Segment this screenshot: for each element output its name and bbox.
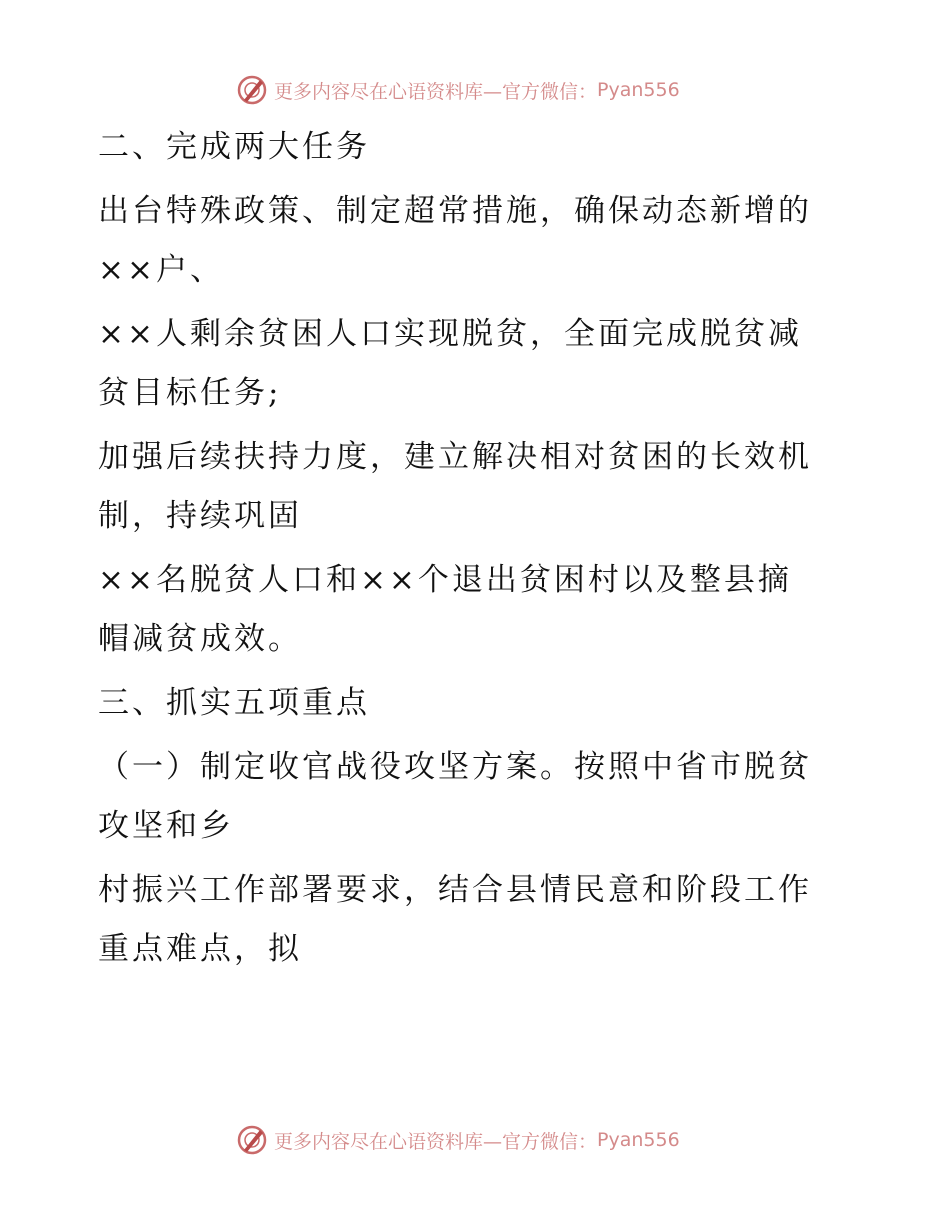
text-line: 攻坚和乡 — [98, 808, 234, 844]
text-line: 村振兴工作部署要求，结合县情民意和阶段工作 — [98, 872, 812, 908]
text-line: （一）制定收官战役攻坚方案。按照中省市脱贫 — [98, 749, 812, 785]
text-line: 帽减贫成效。 — [98, 621, 302, 657]
paragraph-poverty-exit — [98, 305, 838, 423]
paragraph-rural-revitalization — [98, 861, 838, 979]
watermark-wechat-id: Pyan556 — [597, 79, 680, 101]
text-line: 重点难点，拟 — [98, 931, 302, 967]
paragraph-consolidate-results — [98, 551, 838, 669]
text-line: 三、抓实五项重点 — [98, 685, 370, 721]
watermark-footer — [236, 1124, 680, 1156]
text-line: 贫目标任务; — [98, 375, 282, 411]
paragraph-item-one — [98, 738, 838, 856]
paragraph-policy-measures — [98, 182, 838, 300]
text-line: ××名脱贫人口和××个退出贫困村以及整县摘 — [98, 562, 792, 598]
paragraph-section-three-heading — [98, 674, 838, 733]
text-line: 制，持续巩固 — [98, 498, 302, 534]
pen-logo-icon — [236, 1124, 268, 1156]
text-line: 二、完成两大任务 — [98, 129, 370, 165]
text-line: 出台特殊政策、制定超常措施，确保动态新增的 — [98, 193, 812, 229]
watermark-text: 更多内容尽在心语资料库—官方微信： — [274, 1130, 598, 1153]
document-body — [98, 118, 838, 984]
text-line: ××人剩余贫困人口实现脱贫，全面完成脱贫减 — [98, 316, 802, 352]
watermark-wechat-id: Pyan556 — [597, 1129, 680, 1151]
text-line: 加强后续扶持力度，建立解决相对贫困的长效机 — [98, 439, 812, 475]
watermark-text: 更多内容尽在心语资料库—官方微信： — [274, 80, 598, 103]
paragraph-follow-up-support — [98, 428, 838, 546]
text-line: ××户、 — [98, 252, 224, 288]
watermark-header — [236, 74, 680, 106]
pen-logo-icon — [236, 74, 268, 106]
paragraph-section-two-heading — [98, 118, 838, 177]
